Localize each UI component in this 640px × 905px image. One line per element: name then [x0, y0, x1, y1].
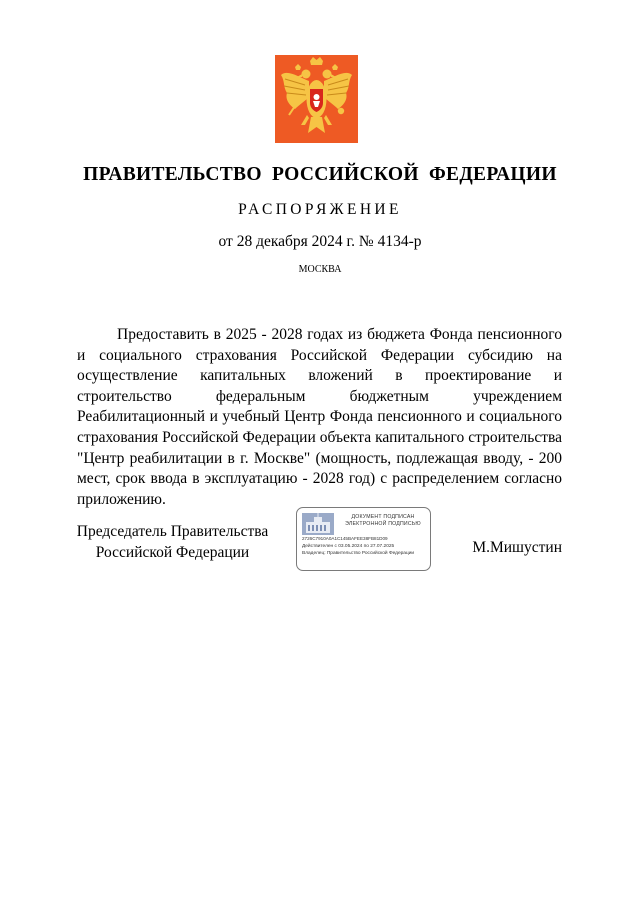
stamp-certificate: 2726C7910A0A1C145BAFEE38FB81D09 [302, 536, 388, 541]
signer-name: М.Мишустин [472, 539, 562, 556]
signer-position [70, 522, 275, 563]
document-date-number: от 28 декабря 2024 г. № 4134-р [218, 233, 422, 250]
government-title: ПРАВИТЕЛЬСТВО РОССИЙСКОЙ ФЕДЕРАЦИИ [83, 164, 557, 185]
signer-position-line1: Председатель Правительства [76, 523, 269, 540]
stamp-validity: Действителен с 03.05.2024 по 27.07.2025 [302, 544, 395, 549]
stamp-heading-line2: ЭЛЕКТРОННОЙ ПОДПИСЬЮ [345, 521, 421, 527]
document-type: РАСПОРЯЖЕНИЕ [238, 201, 402, 218]
government-building-icon [302, 513, 334, 535]
stamp-heading-line1: ДОКУМЕНТ ПОДПИСАН [351, 514, 415, 520]
signer-position-line2: Российской Федерации [95, 543, 250, 561]
coat-of-arms-icon [275, 55, 358, 143]
stamp-owner: Владелец: Правительство Российской Федерации [302, 551, 415, 556]
order-paragraph: Предоставить в 2025 - 2028 годах из бюджета Фонда пенсионного и социального страхования Российской Федерации субсидию на осуществление капитальных вложений в проектирование и строительство федеральным бюджетным учреждением Реабилитационный и учебный Центр Фонда пенсионного и социального страхования Российской Федерации объекта капитального строительства "Центр реабилитации в г. Москве" (мощность, подлежащая вводу, - 200 мест, срок ввода в эксплуатацию - 2028 год) с распределением согласно приложению. [77, 326, 562, 508]
document-city: МОСКВА [298, 264, 342, 275]
stamp-heading [337, 514, 429, 528]
electronic-signature-stamp [296, 507, 431, 571]
